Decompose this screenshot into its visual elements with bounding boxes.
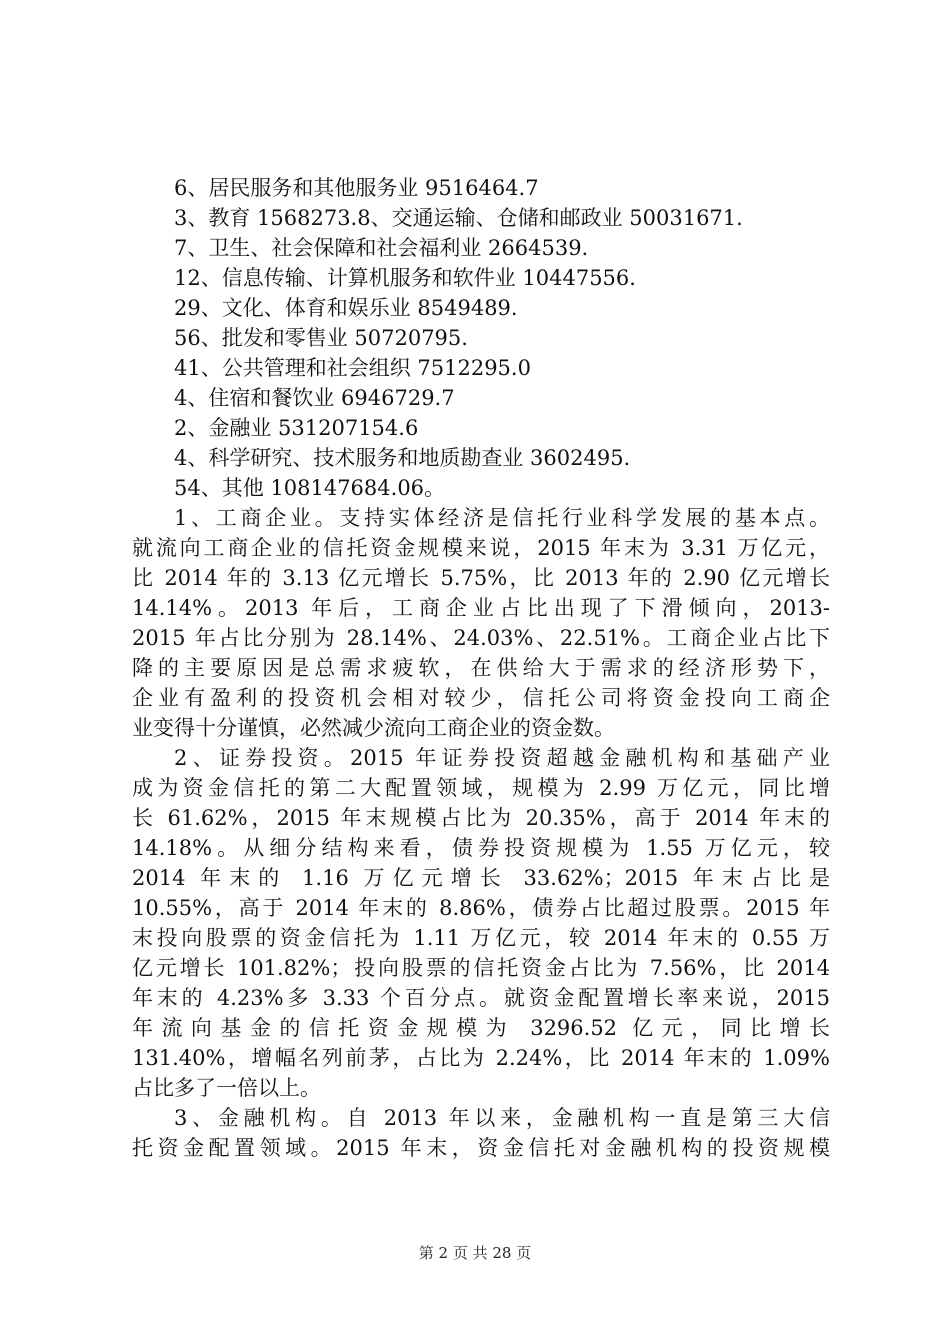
list-item: 3、教育 1568273.8、交通运输、仓储和邮政业 50031671. [174,206,743,230]
paragraph-line: 3、金融机构。自 2013 年以来，金融机构一直是第三大信 [174,1106,830,1130]
paragraph-line: 就流向工商企业的信托资金规模来说，2015 年末为 3.31 万亿元， [132,536,830,560]
paragraph-line: 1、工商企业。支持实体经济是信托行业科学发展的基本点。 [174,506,830,530]
list-item: 56、批发和零售业 50720795. [174,326,468,350]
list-item: 7、卫生、社会保障和社会福利业 2664539. [174,236,589,260]
list-item: 41、公共管理和社会组织 7512295.0 [174,356,531,380]
paragraph-industrial-enterprises [132,503,830,743]
paragraph-line: 比 2014 年的 3.13 亿元增长 5.75%，比 2013 年的 2.90 亿元增长 [132,566,830,590]
paragraph-line: 降的主要原因是总需求疲软，在供给大于需求的经济形势下， [132,656,830,680]
paragraph-line: 年流向基金的信托资金规模为 3296.52 亿元，同比增长 [132,1016,830,1040]
paragraph-line: 2015 年占比分别为 28.14%、24.03%、22.51%。工商企业占比下 [132,626,830,650]
paragraph-securities-investment [132,743,830,1103]
paragraph-line: 企业有盈利的投资机会相对较少，信托公司将资金投向工商企 [132,686,830,710]
list-item: 4、住宿和餐饮业 6946729.7 [174,386,455,410]
list-item: 54、其他 108147684.06。 [174,476,446,500]
list-item: 12、信息传输、计算机服务和软件业 10447556. [174,266,636,290]
paragraph-line: 2014 年末的 1.16 万亿元增长 33.62%；2015 年末占比是 [132,866,830,890]
paragraph-line: 末投向股票的资金信托为 1.11 万亿元，较 2014 年末的 0.55 万 [132,926,830,950]
industry-list [132,173,830,503]
paragraph-line: 托资金配置领域。2015 年末，资金信托对金融机构的投资规模 [132,1136,830,1160]
list-item: 4、科学研究、技术服务和地质勘查业 3602495. [174,446,631,470]
list-item: 6、居民服务和其他服务业 9516464.7 [174,176,539,200]
paragraph-line: 占比多了一倍以上。 [132,1076,321,1100]
paragraph-line: 成为资金信托的第二大配置领域，规模为 2.99 万亿元，同比增 [132,776,830,800]
paragraph-line: 亿元增长 101.82%；投向股票的信托资金占比为 7.56%，比 2014 [132,956,830,980]
paragraph-line: 131.40%，增幅名列前茅，占比为 2.24%，比 2014 年末的 1.09% [132,1046,830,1070]
paragraph-line: 业变得十分谨慎，必然减少流向工商企业的资金数。 [132,716,615,740]
paragraph-line: 14.18%。从细分结构来看，债券投资规模为 1.55 万亿元，较 [132,836,830,860]
paragraph-financial-institutions [132,1103,830,1163]
paragraph-line: 2、证券投资。2015 年证券投资超越金融机构和基础产业 [174,746,830,770]
paragraph-line: 14.14%。2013 年后，工商企业占比出现了下滑倾向，2013- [132,596,830,620]
paragraph-line: 年末的 4.23%多 3.33 个百分点。就资金配置增长率来说，2015 [132,986,830,1010]
list-item: 29、文化、体育和娱乐业 8549489. [174,296,518,320]
paragraph-line: 10.55%，高于 2014 年末的 8.86%，债券占比超过股票。2015 年 [132,896,830,920]
paragraph-line: 长 61.62%，2015 年末规模占比为 20.35%，高于 2014 年末的 [132,806,830,830]
document-body [132,173,830,1163]
list-item: 2、金融业 531207154.6 [174,416,419,440]
page-number-footer: 第 2 页 共 28 页 [418,1244,532,1262]
